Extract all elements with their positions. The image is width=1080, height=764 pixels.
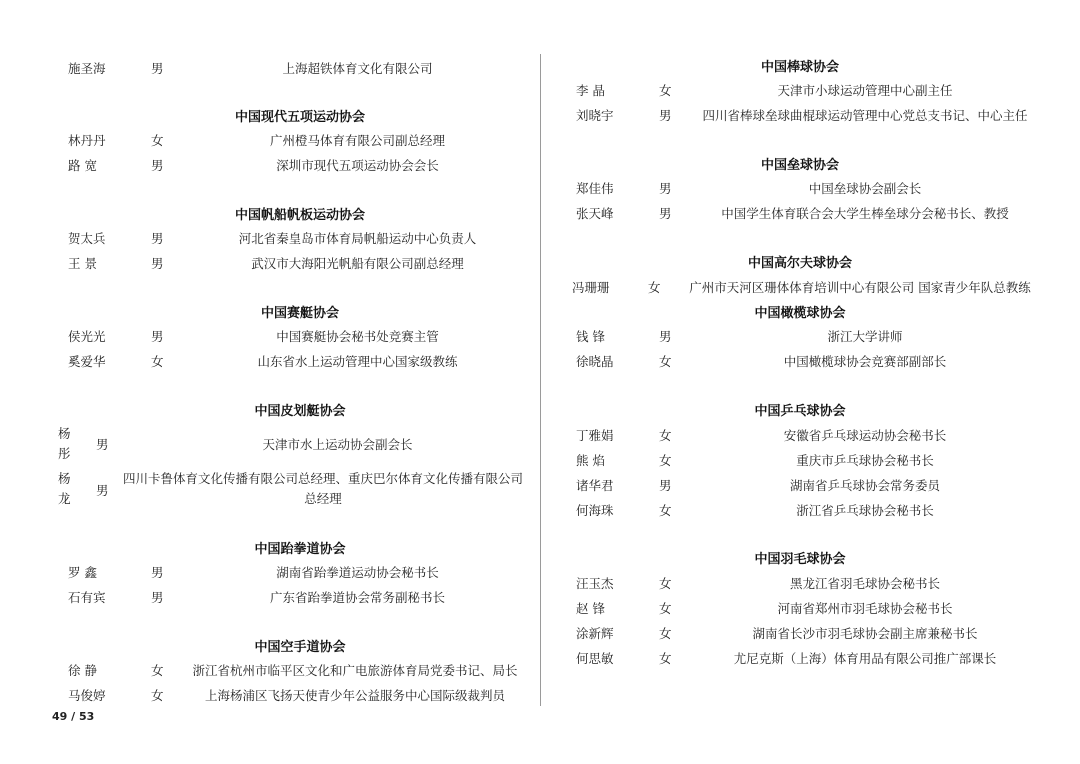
- entry-gender: 男: [659, 329, 672, 344]
- entry-gender: 男: [151, 231, 164, 246]
- entry-gender: 女: [659, 601, 672, 616]
- entry-gender: 女: [151, 663, 164, 678]
- entry-gender: 女: [151, 133, 164, 148]
- entry-org: 中国垒球协会副会长: [808, 181, 922, 196]
- entry-name: 涂新辉: [576, 626, 614, 641]
- entry-org: 黑龙江省羽毛球协会秘书长: [789, 576, 940, 591]
- section-title: 中国羽毛球协会: [754, 552, 846, 567]
- entry-name: 奚爱华: [68, 354, 106, 369]
- entry-name: 马俊婷: [68, 688, 106, 703]
- entry-org: 浙江省杭州市临平区文化和广电旅游体育局党委书记、局长: [192, 663, 518, 678]
- entry-org: 湖南省长沙市羽毛球协会副主席兼秘书长: [752, 626, 978, 641]
- entry-org: 深圳市现代五项运动协会会长: [276, 158, 439, 173]
- section-title: 中国空手道协会: [254, 640, 346, 655]
- entry-gender: 男: [659, 206, 672, 221]
- entry-name: 施圣海: [68, 61, 106, 76]
- entry-gender: 女: [659, 503, 672, 518]
- entry-name: 徐 静: [68, 663, 97, 678]
- section-title: 中国现代五项运动协会: [234, 110, 365, 125]
- entry-org: 广州市天河区珊体体育培训中心有限公司 国家青少年队总教练: [689, 280, 1031, 295]
- entry-org: 天津市水上运动协会副会长: [262, 437, 413, 452]
- entry-name: 冯珊珊: [572, 280, 610, 295]
- entry-name: 诸华君: [576, 478, 614, 493]
- entry-name: 杨 龙: [58, 471, 71, 506]
- entry-name: 杨 彤: [58, 426, 71, 461]
- entry-name: 林丹丹: [68, 133, 106, 148]
- entry-name: 路 宽: [68, 158, 97, 173]
- entry-name: 何海珠: [576, 503, 614, 518]
- entry-org: 浙江大学讲师: [827, 329, 903, 344]
- entry-gender: 女: [151, 354, 164, 369]
- column-divider: [540, 54, 541, 706]
- entry-name: 侯光光: [68, 329, 106, 344]
- entry-gender: 男: [96, 437, 109, 452]
- entry-gender: 女: [659, 453, 672, 468]
- entry-gender: 女: [659, 576, 672, 591]
- entry-name: 李 晶: [576, 83, 605, 98]
- entry-gender: 男: [151, 329, 164, 344]
- entry-gender: 男: [151, 590, 164, 605]
- entry-org: 四川省棒球垒球曲棍球运动管理中心党总支书记、中心主任: [702, 108, 1028, 123]
- entry-name: 王 景: [68, 256, 97, 271]
- section-title: 中国乒乓球协会: [754, 404, 846, 419]
- entry-name: 徐晓晶: [576, 354, 614, 369]
- entry-org: 浙江省乒乓球协会秘书长: [796, 503, 934, 518]
- entry-gender: 男: [96, 483, 109, 498]
- entry-gender: 男: [659, 478, 672, 493]
- entry-gender: 女: [659, 651, 672, 666]
- section-title: 中国帆船帆板运动协会: [234, 208, 365, 223]
- section-title: 中国橄榄球协会: [754, 306, 846, 321]
- section-title: 中国皮划艇协会: [254, 404, 346, 419]
- page-number: 49 / 53: [52, 710, 95, 723]
- entry-name: 郑佳伟: [576, 181, 614, 196]
- entry-name: 刘晓宇: [576, 108, 614, 123]
- entry-org: 天津市小球运动管理中心副主任: [777, 83, 953, 98]
- entry-gender: 男: [659, 108, 672, 123]
- section-title: 中国赛艇协会: [260, 306, 339, 321]
- section-title: 中国跆拳道协会: [254, 542, 346, 557]
- entry-org: 中国赛艇协会秘书处竞赛主管: [276, 329, 439, 344]
- entry-name: 罗 鑫: [68, 565, 97, 580]
- entry-name: 丁雅娟: [576, 428, 614, 443]
- entry-org: 尤尼克斯（上海）体育用品有限公司推广部课长: [733, 651, 997, 666]
- entry-org: 湖南省乒乓球协会常务委员: [789, 478, 940, 493]
- entry-org: 安徽省乒乓球运动协会秘书长: [783, 428, 947, 443]
- entry-gender: 女: [659, 83, 672, 98]
- entry-gender: 女: [151, 688, 164, 703]
- entry-org: 河北省秦皇岛市体育局帆船运动中心负责人: [238, 231, 477, 246]
- entry-org: 中国学生体育联合会大学生棒垒球分会秘书长、教授: [721, 206, 1009, 221]
- entry-name: 石有宾: [68, 590, 106, 605]
- entry-gender: 女: [659, 428, 672, 443]
- entry-gender: 男: [151, 158, 164, 173]
- entry-gender: 男: [151, 61, 164, 76]
- entry-org: 山东省水上运动管理中心国家级教练: [257, 354, 458, 369]
- entry-name: 何思敏: [576, 651, 614, 666]
- entry-name: 贺太兵: [68, 231, 106, 246]
- entry-org: 中国橄榄球协会竞赛部副部长: [783, 354, 947, 369]
- entry-org: 广东省跆拳道协会常务副秘书长: [269, 590, 445, 605]
- entry-org: 上海杨浦区飞扬天使青少年公益服务中心国际级裁判员: [204, 688, 505, 703]
- section-title: 中国棒球协会: [760, 60, 839, 75]
- entry-org: 重庆市乒乓球协会秘书长: [796, 453, 934, 468]
- entry-name: 熊 焰: [576, 453, 605, 468]
- entry-org: 四川卡鲁体育文化传播有限公司总经理、重庆巴尔体育文化传播有限公司总经理: [122, 471, 523, 506]
- entry-org: 广州橙马体育有限公司副总经理: [269, 133, 445, 148]
- entry-gender: 女: [648, 280, 661, 295]
- entry-org: 湖南省跆拳道运动协会秘书长: [276, 565, 439, 580]
- entry-name: 赵 锋: [576, 601, 605, 616]
- entry-name: 汪玉杰: [576, 576, 614, 591]
- entry-org: 上海超铁体育文化有限公司: [282, 61, 433, 76]
- entry-gender: 女: [659, 354, 672, 369]
- entry-gender: 男: [151, 256, 164, 271]
- entry-org: 武汉市大海阳光帆船有限公司副总经理: [251, 256, 464, 271]
- entry-org: 河南省郑州市羽毛球协会秘书长: [777, 601, 953, 616]
- entry-gender: 女: [659, 626, 672, 641]
- section-title: 中国高尔夫球协会: [747, 256, 852, 271]
- section-title: 中国垒球协会: [760, 158, 839, 173]
- entry-gender: 男: [151, 565, 164, 580]
- entry-name: 钱 锋: [576, 329, 605, 344]
- entry-gender: 男: [659, 181, 672, 196]
- entry-name: 张天峰: [576, 206, 614, 221]
